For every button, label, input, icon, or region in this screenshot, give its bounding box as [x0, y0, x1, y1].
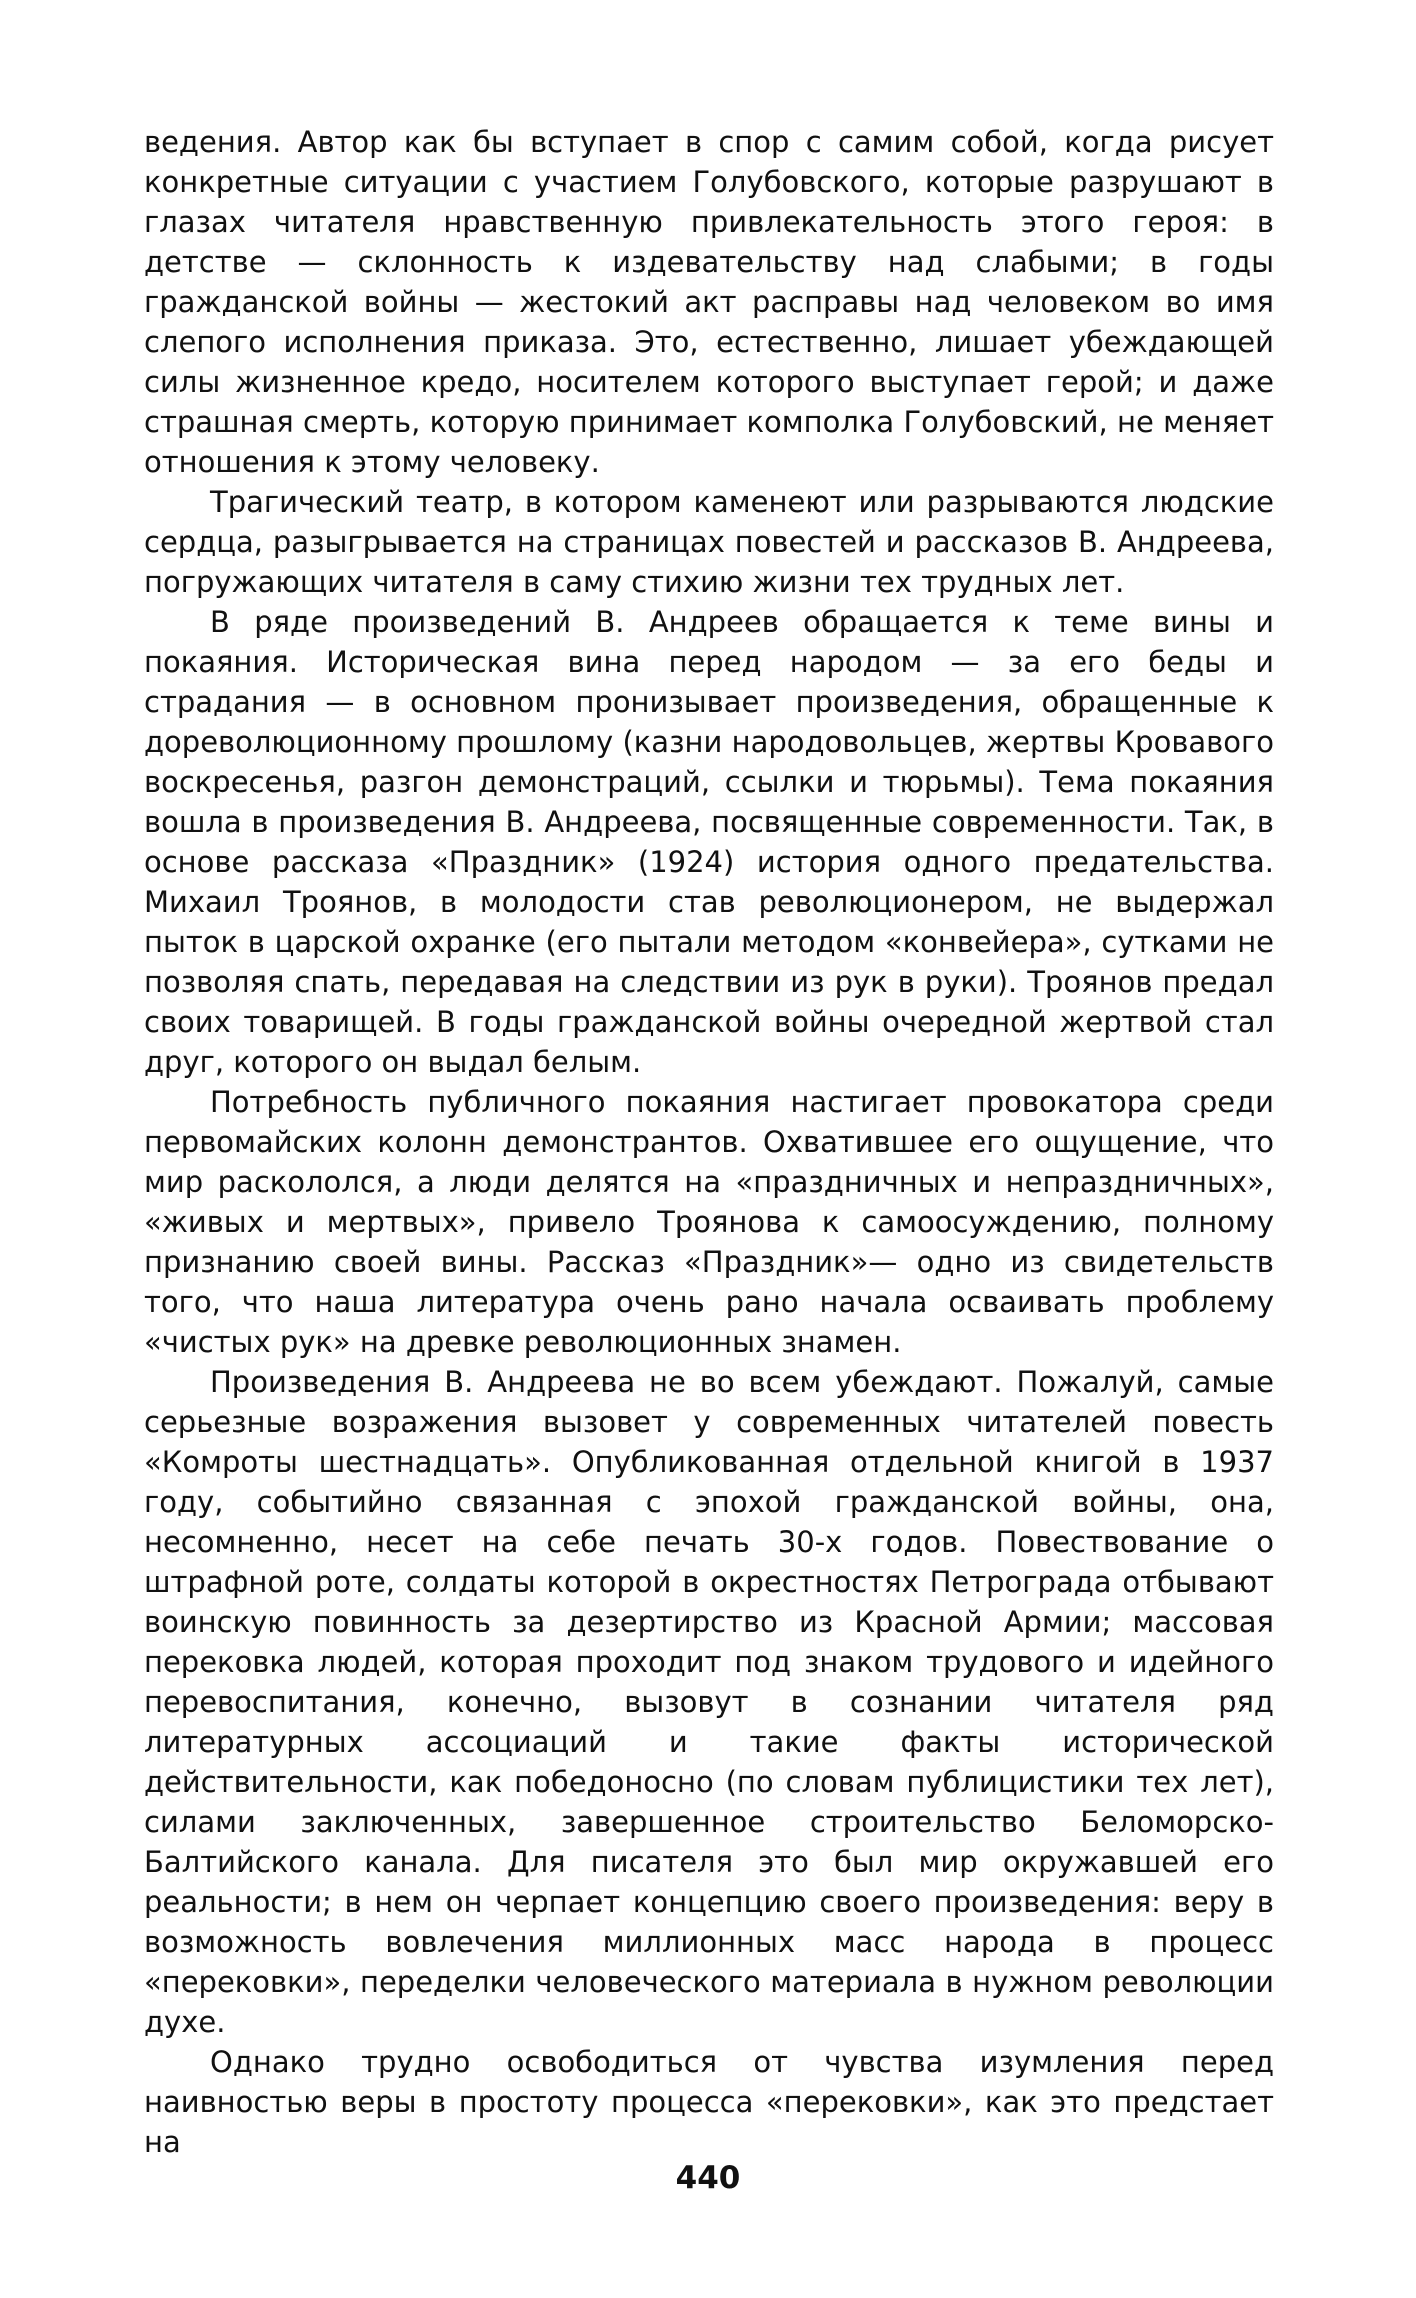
- paragraph-4: Потребность публичного покаяния настигает провокатора среди первомайских колонн демонстрантов. Охватившее его ощущение, что мир раскололся, а люди делятся на «праздничных и непраздничных», «живых и мертвых», привело Троянова к самоосуждению, полному признанию своей вины. Рассказ «Праздник»— одно из свидетельств того, что наша литература очень рано начала осваивать проблему «чистых рук» на древке революционных знамен.: [144, 1085, 1274, 1359]
- paragraph-3: В ряде произведений В. Андреев обращается к теме вины и покаяния. Историческая вина перед народом — за его беды и страдания — в основном пронизывает произведения, обращенные к дореволюционному прошлому (казни народовольцев, жертвы Кровавого воскресенья, разгон демонстраций, ссылки и тюрьмы). Тема покаяния вошла в произведения В. Андреева, посвященные современности. Так, в основе рассказа «Праздник» (1924) история одного предательства. Михаил Троянов, в молодости став революционером, не выдержал пыток в царской охранке (его пытали методом «конвейера», сутками не позволяя спать, передавая на следствии из рук в руки). Троянов предал своих товарищей. В годы гражданской войны очередной жертвой стал друг, которого он выдал белым.: [144, 605, 1274, 1079]
- paragraph-1: ведения. Автор как бы вступает в спор с самим собой, когда рисует конкретные ситуации с участием Голубовского, которые разрушают в глазах читателя нравственную привлекательность этого героя: в детстве — склонность к издевательству над слабыми; в годы гражданской войны — жестокий акт расправы над человеком во имя слепого исполнения приказа. Это, естественно, лишает убеждающей силы жизненное кредо, носителем которого выступает герой; и даже страшная смерть, которую принимает комполка Голубовский, не меняет отношения к этому человеку.: [144, 125, 1274, 479]
- page-text: [144, 122, 1274, 2162]
- page-number: 440: [675, 2160, 741, 2196]
- paragraph-5: Произведения В. Андреева не во всем убеждают. Пожалуй, самые серьезные возражения вызовет у современных читателей повесть «Комроты шестнадцать». Опубликованная отдельной книгой в 1937 году, событийно связанная с эпохой гражданской войны, она, несомненно, несет на себе печать 30-х годов. Повествование о штрафной роте, солдаты которой в окрестностях Петрограда отбывают воинскую повинность за дезертирство из Красной Армии; массовая перековка людей, которая проходит под знаком трудового и идейного перевоспитания, конечно, вызовут в сознании читателя ряд литературных ассоциаций и такие факты исторической действительности, как победоносно (по словам публицистики тех лет), силами заключенных, завершенное строительство Беломорско-Балтийского канала. Для писателя это был мир окружавшей его реальности; в нем он черпает концепцию своего произведения: веру в возможность вовлечения миллионных масс народа в процесс «перековки», переделки человеческого материала в нужном революции духе.: [144, 1365, 1274, 2039]
- paragraph-2: Трагический театр, в котором каменеют или разрываются людские сердца, разыгрывается на страницах повестей и рассказов В. Андреева, погружающих читателя в саму стихию жизни тех трудных лет.: [144, 485, 1274, 599]
- paragraph-6: Однако трудно освободиться от чувства изумления перед наивностью веры в простоту процесса «перековки», как это предстает на: [144, 2045, 1274, 2159]
